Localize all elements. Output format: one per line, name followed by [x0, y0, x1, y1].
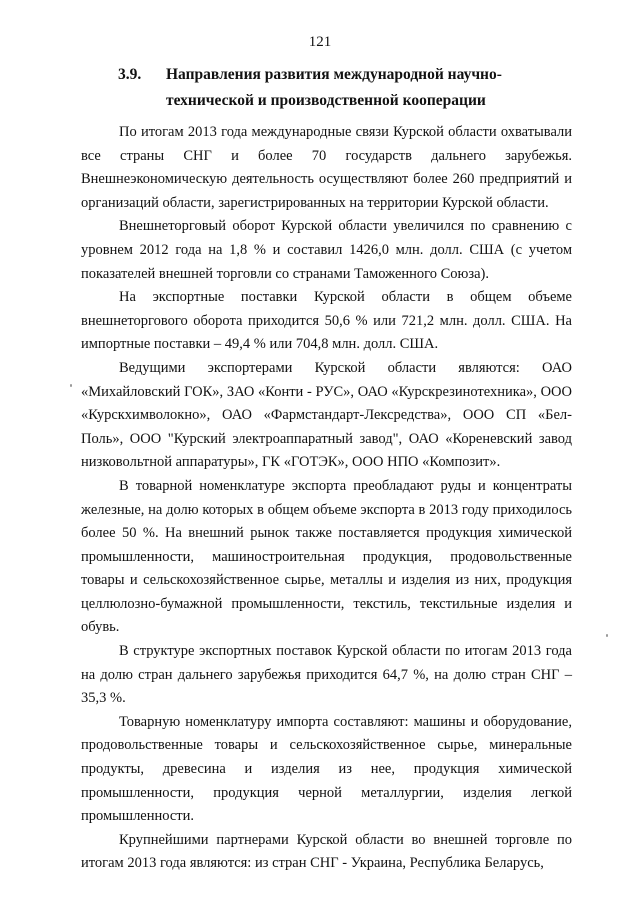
scan-speck [606, 634, 608, 637]
paragraph: На экспортные поставки Курской области в общем объеме внешнеторгового оборота приходится 50,6 % или 721,2 млн. долл. США. На импортные поставки – 49,4 % или 704,8 млн. долл. США. [81, 289, 572, 353]
paragraph: В товарной номенклатуре экспорта преобладают руды и концентраты железные, на долю которых в общем объеме экспорта в 2013 году приходилось более 50 %. На внешний рынок также поставляется продукция химической промышленности, машиностроительная продукция, продовольственные товары и сельскохозяйственное сырье, металлы и изделия из них, продукция целлюлозно-бумажной промышленности, текстиль, текстильные изделия и обувь. [81, 477, 572, 636]
section-title-line-2: технической и производственной кооперации [166, 92, 486, 109]
section-number: 3.9. [118, 66, 142, 83]
paragraph: Ведущими экспортерами Курской области являются: ОАО «Михайловский ГОК», ЗАО «Конти - РУС», ОАО «Курскрезинотехника», ООО «Курскхимволокно», ОАО «Фармстандарт-Лексредства», ООО СП «Бел-Поль», ООО "Курский электроаппаратный завод", ОАО «Кореневский завод низковольтной аппаратуры», ГК «ГОТЭК», ООО НПО «Композит». [81, 359, 572, 471]
section-heading [118, 62, 558, 114]
document-body [81, 121, 572, 876]
paragraph: Крупнейшими партнерами Курской области во внешней торговле по итогам 2013 года являются: из стран СНГ - Украина, Республика Беларусь, [81, 831, 572, 872]
paragraph: Внешнеторговый оборот Курской области увеличился по сравнению с уровнем 2012 года на 1,8 % и составил 1426,0 млн. долл. США (с учетом показателей внешней торговли со странами Таможенного Союза). [81, 218, 572, 282]
paragraph: В структуре экспортных поставок Курской области по итогам 2013 года на долю стран дальнего зарубежья приходится 64,7 %, на долю стран СНГ – 35,3 %. [81, 643, 572, 707]
section-title-line-1: Направления развития международной научно- [166, 66, 502, 83]
scan-speck [70, 384, 72, 387]
paragraph: Товарную номенклатуру импорта составляют: машины и оборудование, продовольственные товары и сельскохозяйственное сырье, минеральные продукты, древесина и изделия из нее, продукция химической промышленности, продукция черной металлургии, изделия легкой промышленности. [81, 713, 572, 825]
page-number: 121 [308, 34, 332, 50]
paragraph: По итогам 2013 года международные связи Курской области охватывали все страны СНГ и более 70 государств дальнего зарубежья. Внешнеэкономическую деятельность осуществляют более 260 предприятий и организаций области, зарегистрированных на территории Курской области. [81, 124, 572, 211]
